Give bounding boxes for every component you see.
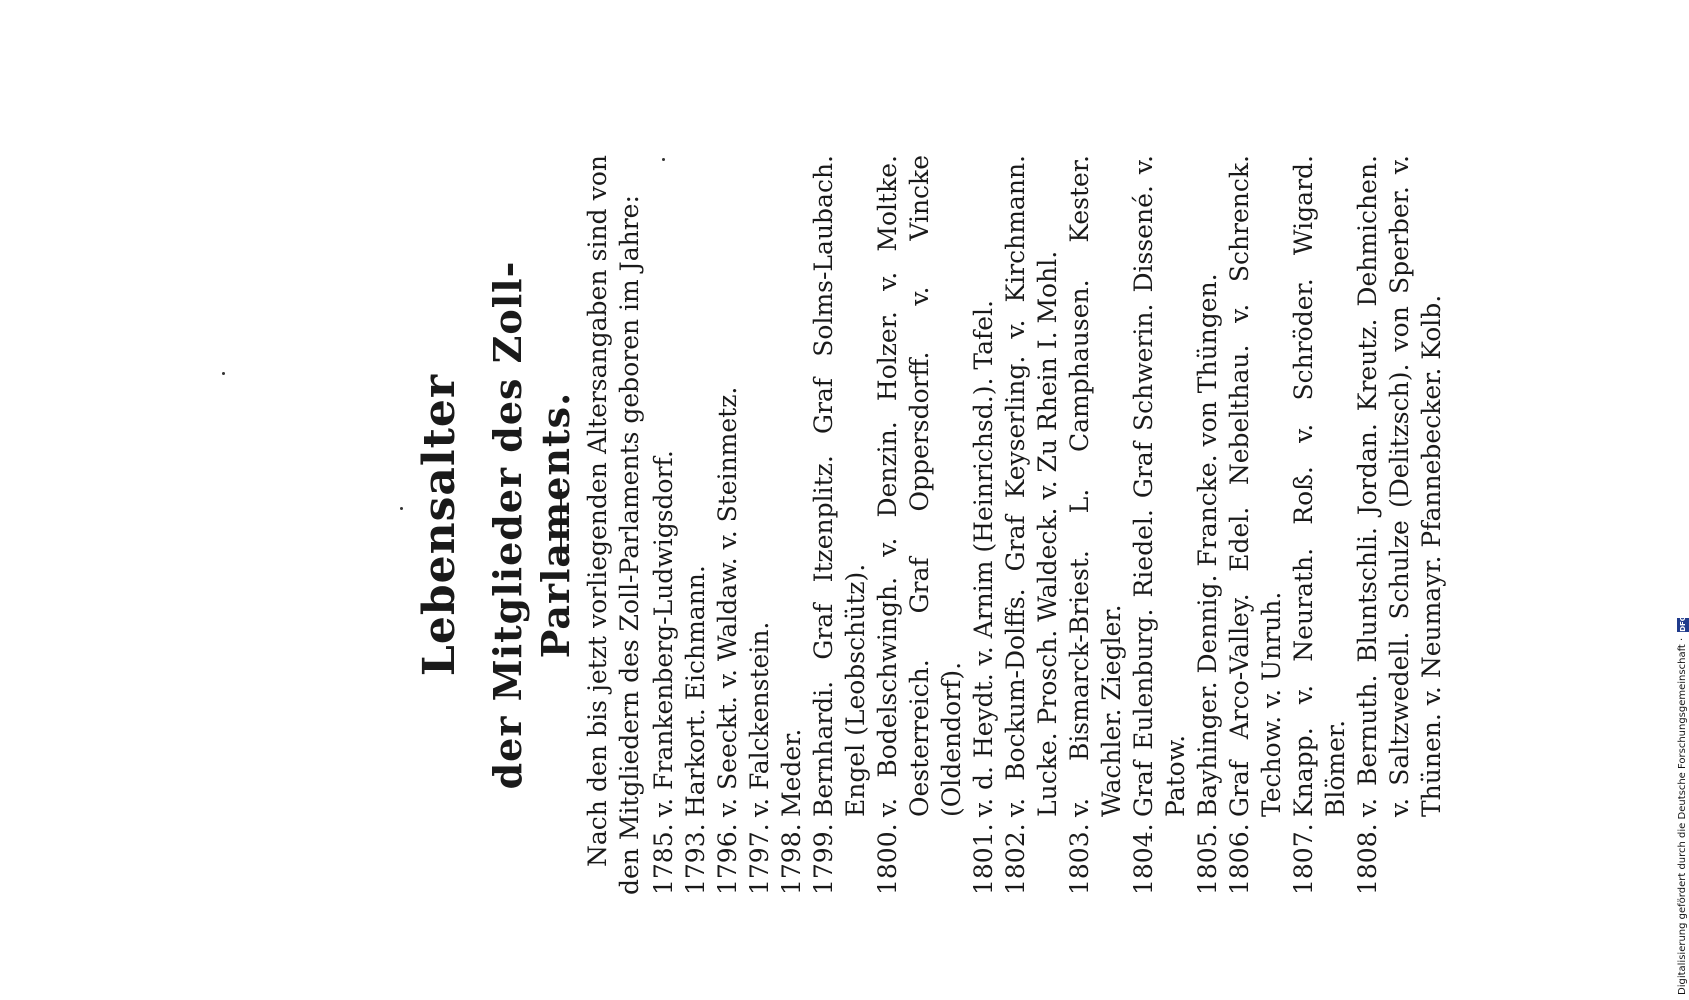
entry-year: 1804. xyxy=(1129,823,1158,895)
entry-names: v. Falckenstein. xyxy=(745,621,774,817)
entry-year: 1807. xyxy=(1289,823,1318,895)
birth-year-list xyxy=(648,145,1448,905)
entry-names: Graf Arco-Valley. Edel. Nebelthau. v. Schrenck. Techow. v. Unruh. xyxy=(1225,155,1286,817)
entry-names: v. Bodelschwingh. v. Denzin. Holzer. v. Moltke. Oesterreich. Graf Oppersdorff. v. Vincke (Oldendorf). xyxy=(873,155,966,817)
list-item xyxy=(680,155,712,895)
list-item xyxy=(1192,155,1224,895)
dfg-credit-footer xyxy=(1677,615,1689,995)
entry-names: Bayhinger. Dennig. Francke. von Thüngen. xyxy=(1193,273,1222,817)
scan-speck xyxy=(222,372,225,375)
list-item xyxy=(1352,155,1448,895)
document-page xyxy=(414,145,1580,905)
entry-year: 1806. xyxy=(1225,823,1254,895)
list-item xyxy=(1288,155,1352,895)
page-subtitle: der Mitglieder des Zoll-Parlaments. xyxy=(485,260,578,790)
entry-names: v. Bockum-Dolffs. Graf Keyserling. v. Kirchmann. Lucke. Prosch. Waldeck. v. Zu Rhein I. Mohl. xyxy=(1001,155,1062,817)
entry-year: 1798. xyxy=(777,823,806,895)
entry-year: 1802. xyxy=(1001,823,1030,895)
entry-year: 1803. xyxy=(1065,823,1094,895)
entry-year: 1793. xyxy=(681,823,710,895)
list-item xyxy=(1224,155,1288,895)
entry-names: Graf Eulenburg. Riedel. Graf Schwerin. Dissené. v. Patow. xyxy=(1129,155,1190,817)
entry-year: 1796. xyxy=(713,823,742,895)
entry-year: 1801. xyxy=(969,823,998,895)
list-item xyxy=(1000,155,1064,895)
page-title: Lebensalter xyxy=(414,373,465,677)
intro-paragraph: Nach den bis jetzt vorliegenden Altersangaben sind von den Mitgliedern des Zoll-Parlaments geboren im Jahre: xyxy=(583,155,644,895)
list-item xyxy=(648,155,680,895)
entry-names: v. Seeckt. v. Waldaw. v. Steinmetz. xyxy=(713,386,742,817)
entry-year: 1797. xyxy=(745,823,774,895)
entry-year: 1785. xyxy=(649,823,678,895)
scan-speck xyxy=(400,507,403,510)
entry-year: 1800. xyxy=(873,823,902,895)
entry-names: Harkort. Eichmann. xyxy=(681,565,710,817)
entry-names: v. Bismarck-Briest. L. Camphausen. Kester. Wachler. Ziegler. xyxy=(1065,155,1126,817)
entry-names: v. d. Heydt. v. Arnim (Heinrichsd.). Tafel. xyxy=(969,300,998,817)
entry-names: Meder. xyxy=(777,728,806,817)
entry-names: Bernhardi. Graf Itzenplitz. Graf Solms-Laubach. Engel (Leobschütz). xyxy=(809,155,870,817)
list-item xyxy=(1128,155,1192,895)
list-item xyxy=(872,155,968,895)
entry-names: v. Frankenberg-Ludwigsdorf. xyxy=(649,450,678,817)
entry-names: v. Bernuth. Bluntschli. Jordan. Kreutz. Dehmichen. v. Saltzwedell. Schulze (Delitzsch). von Sperber. v. Thünen. v. Neumayr. Pfannebecker. Kolb. xyxy=(1353,155,1446,817)
entry-year: 1808. xyxy=(1353,823,1382,895)
list-item xyxy=(776,155,808,895)
list-item xyxy=(712,155,744,895)
entry-year: 1799. xyxy=(809,823,838,895)
list-item xyxy=(808,155,872,895)
entry-year: 1805. xyxy=(1193,823,1222,895)
entry-names: Knapp. v. Neurath. Roß. v. Schröder. Wigard. Blömer. xyxy=(1289,155,1350,817)
list-item xyxy=(968,155,1000,895)
footer-text: Digitalisierung gefördert durch die Deutsche Forschungsgemeinschaft · xyxy=(1677,637,1688,995)
list-item xyxy=(744,155,776,895)
list-item xyxy=(1064,155,1128,895)
dfg-logo: DFG xyxy=(1679,615,1687,632)
